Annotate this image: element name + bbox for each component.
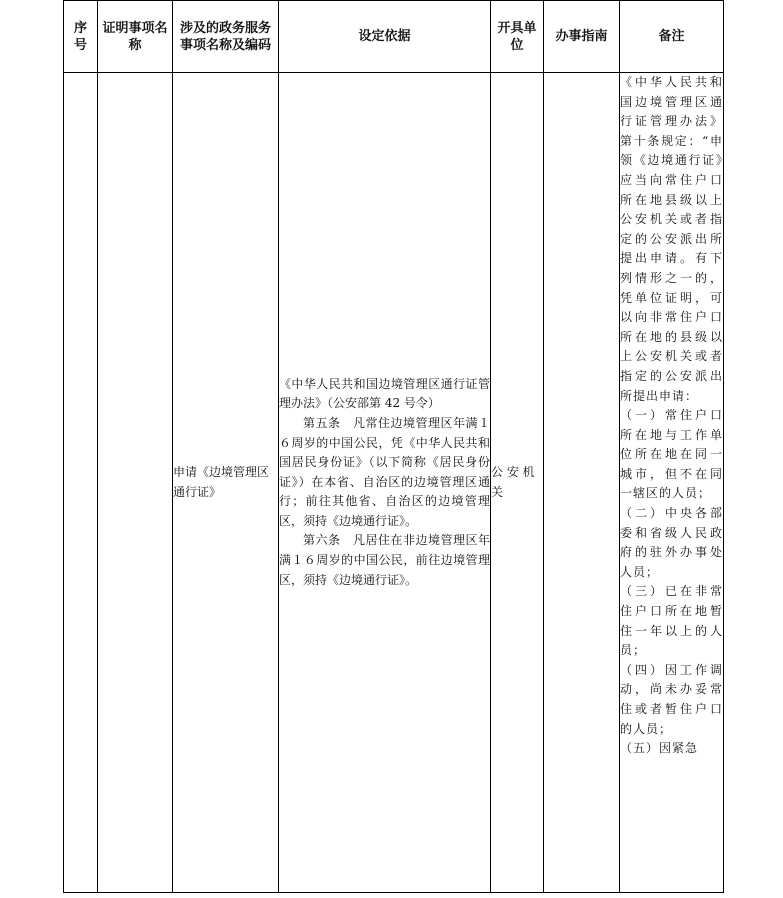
cell-guide <box>544 73 620 893</box>
header-guide: 办事指南 <box>544 1 620 73</box>
remarks-item-2: （二）中央各部委和省级人民政府的驻外办事处人员； <box>620 506 723 579</box>
header-remarks: 备注 <box>620 1 724 73</box>
basis-article-5: 第五条 凡常住边境管理区年满１６周岁的中国公民，凭《中华人民共和国居民身份证》（以下简称《居民身份证》）在本省、自治区的边境管理区通行；前往其他省、自治区的边境管理区，须持《边境通行证》。 <box>279 415 490 528</box>
basis-source: 《中华人民共和国边境管理区通行证管理办法》（公安部第 42 号令） <box>279 376 490 411</box>
remarks-item-5: （五）因紧急 <box>620 741 699 756</box>
basis-article-6: 第六条 凡居住在非边境管理区年满１６周岁的中国公民，前往边境管理区，须持《边境通行证》。 <box>279 533 490 587</box>
cell-remarks <box>620 73 724 893</box>
remarks-item-3: （三）已在非常住户口所在地暂住一年以上的人员； <box>620 584 723 658</box>
cell-item-name <box>98 73 173 893</box>
cell-basis <box>279 73 491 893</box>
cell-service: 申请《边境管理区通行证》 <box>173 73 279 893</box>
remarks-text: 《中华人民共和国边境管理区通行证管理办法》第十条规定：“申领《边境通行证》应当向常住户口所在地县级以上公安机关或者指定的公安派出所提出申请。有下列情形之一的，凭单位证明，可以向非常住户口所在地的县级以上公安机关或者指定的公安派出所提出申请： <box>620 75 723 403</box>
header-item-name: 证明事项名称 <box>98 1 173 73</box>
remarks-item-1: （一）常住户口所在地与工作单位所在地在同一城市，但不在同一辖区的人员； <box>620 408 723 501</box>
table-header-row <box>64 1 724 73</box>
cell-unit: 公 安 机关 <box>491 73 544 893</box>
header-service: 涉及的政务服务事项名称及编码 <box>173 1 279 73</box>
table-row <box>64 73 724 893</box>
cell-seq <box>64 73 98 893</box>
header-unit: 开具单位 <box>491 1 544 73</box>
certificate-items-table <box>63 0 724 893</box>
header-seq: 序号 <box>64 1 98 73</box>
remarks-item-4: （四）因工作调动，尚未办妥常住或者暂住户口的人员； <box>620 662 723 736</box>
header-basis: 设定依据 <box>279 1 491 73</box>
